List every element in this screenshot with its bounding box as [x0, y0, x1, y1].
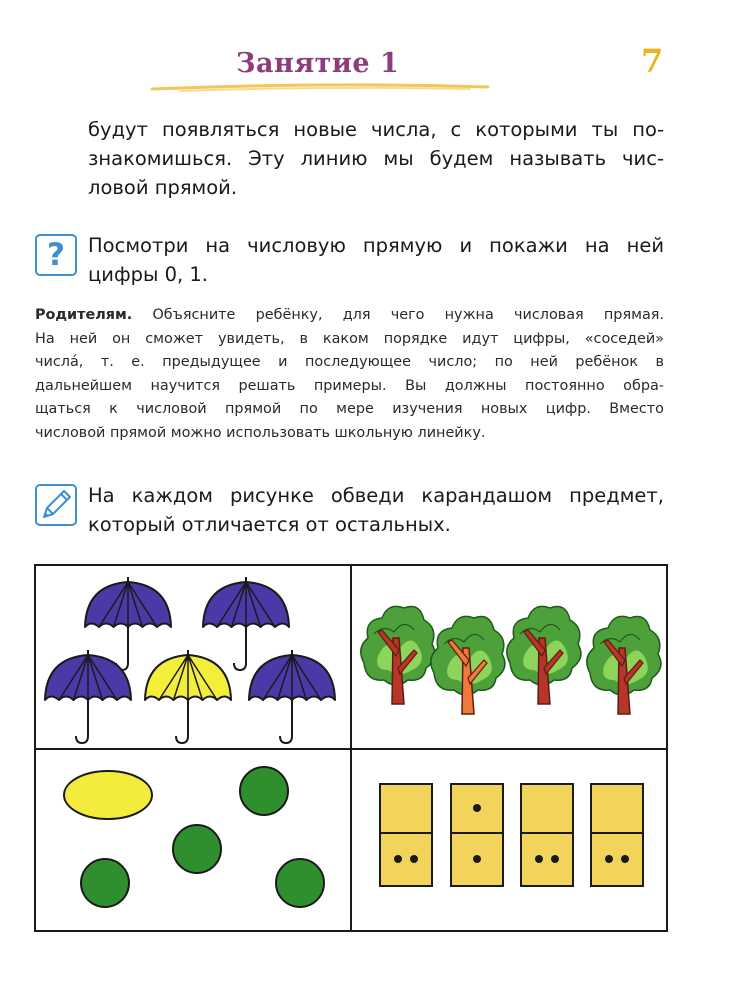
parents-note — [35, 304, 664, 445]
domino — [521, 784, 573, 886]
trees-panel — [352, 566, 666, 748]
question-line: цифры 0, 1. — [88, 263, 208, 286]
intro-line: будут появляться новые числа, с которыми ты по- — [88, 118, 664, 141]
parents-line: дальнейшем научится решать примеры. Вы должны постоянно обра- — [35, 377, 664, 394]
yellow-ellipse — [64, 771, 152, 819]
parents-line: Родителям. Объясните ребёнку, для чего нужна числовая прямая. — [35, 307, 665, 323]
green-circle — [240, 767, 288, 815]
parents-label: Родителям. — [35, 307, 133, 323]
tree — [507, 606, 581, 704]
tree — [587, 616, 661, 714]
domino — [591, 784, 643, 886]
question-mark-icon: ? — [35, 234, 77, 276]
page-number: 7 — [641, 42, 664, 80]
domino — [380, 784, 432, 886]
umbrella-yellow — [145, 650, 231, 743]
umbrella-purple — [45, 650, 131, 743]
umbrella-purple — [203, 577, 289, 670]
parents-line: числовой прямой можно использовать школьную линейку. — [35, 424, 486, 441]
task-text — [88, 481, 664, 539]
lesson-title: Занятие 1 — [236, 48, 400, 79]
green-circle — [173, 825, 221, 873]
picture-grid — [34, 564, 668, 932]
question-line: Посмотри на числовую прямую и покажи на ней — [88, 234, 664, 257]
parents-line: щаться к числовой прямой по мере изучения новых цифр. Вместо — [35, 401, 664, 417]
intro-line: ловой прямой. — [88, 176, 238, 199]
tree — [361, 606, 435, 704]
intro-paragraph — [88, 115, 664, 202]
green-circle — [81, 859, 129, 907]
umbrella-purple — [249, 650, 335, 743]
parents-line: числа́, т. е. предыдущее и последующее число; по ней ребёнок в — [35, 354, 664, 370]
green-circle — [276, 859, 324, 907]
task-line: На каждом рисунке обведи карандашом предмет, — [88, 484, 664, 507]
task-line: который отличается от остальных. — [88, 513, 451, 536]
pencil-icon — [35, 484, 77, 526]
shapes-panel — [36, 750, 350, 930]
intro-line: знакомишься. Эту линию мы будем называть чис- — [88, 147, 664, 170]
tree — [431, 616, 505, 714]
question-text — [88, 231, 664, 289]
parents-line: На ней он сможет увидеть, в каком порядке идут цифры, «соседей» — [35, 330, 664, 347]
umbrellas-panel — [36, 566, 350, 748]
title-underline — [150, 80, 490, 94]
dominoes-panel — [352, 750, 666, 930]
domino — [451, 784, 503, 886]
